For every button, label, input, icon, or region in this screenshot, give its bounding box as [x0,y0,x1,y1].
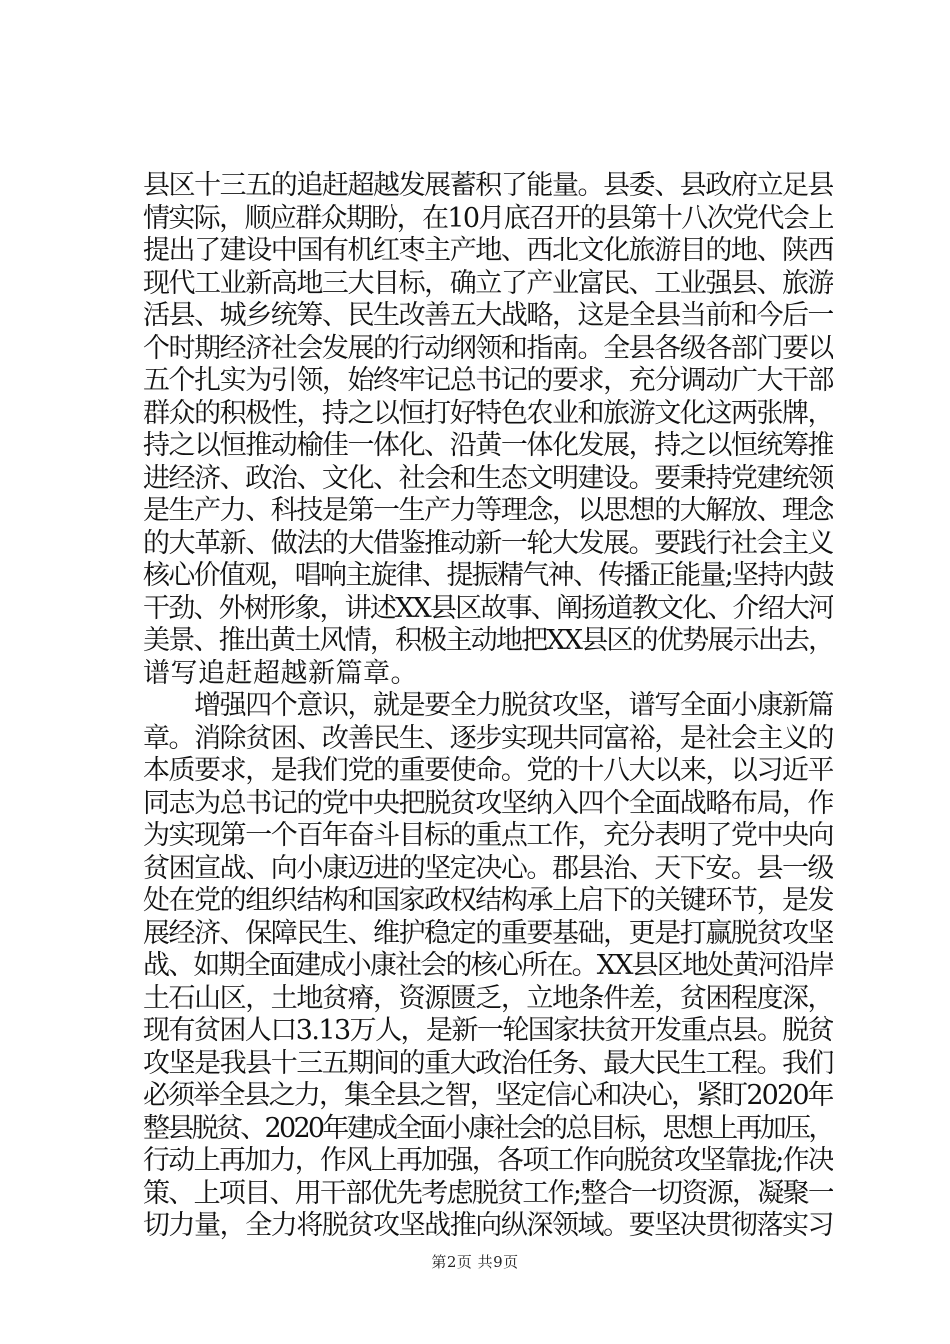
text-line: 情实际，顺应群众期盼，在10月底召开的县第十八次党代会上 [143,202,833,234]
text-line: 战、如期全面建成小康社会的核心所在。XX县区地处黄河沿岸 [143,950,833,981]
text-line: 个时期经济社会发展的行动纲领和指南。全县各级各部门要以 [143,332,833,364]
text-line: 整县脱贫、2020年建成全面小康社会的总目标，思想上再加压， [143,1112,833,1144]
text-line: 切力量，全力将脱贫攻坚战推向纵深领域。要坚决贯彻落实习 [143,1210,833,1241]
text-line: 核心价值观，唱响主旋律、提振精气神、传播正能量;坚持内鼓 [143,560,833,591]
text-line: 行动上再加力，作风上再加强，各项工作向脱贫攻坚靠拢;作决 [143,1145,833,1176]
text-line: 的大革新、做法的大借鉴推动新一轮大发展。要践行社会主义 [143,527,833,559]
text-line: 进经济、政治、文化、社会和生态文明建设。要秉持党建统领 [143,462,833,494]
text-line: 处在党的组织结构和国家政权结构承上启下的关键环节，是发 [143,885,833,916]
text-line: 群众的积极性，持之以恒打好特色农业和旅游文化这两张牌， [143,397,833,429]
text-line: 土石山区，土地贫瘠，资源匮乏，立地条件差，贫困程度深， [143,982,833,1014]
text-line: 现有贫困人口3.13万人，是新一轮国家扶贫开发重点县。脱贫 [143,1015,833,1046]
text-line: 是生产力、科技是第一生产力等理念，以思想的大解放、理念 [143,495,833,526]
text-line: 活县、城乡统筹、民生改善五大战略，这是全县当前和今后一 [143,300,833,331]
text-line: 持之以恒推动榆佳一体化、沿黄一体化发展，持之以恒统筹推 [143,430,833,461]
text-line: 策、上项目、用干部优先考虑脱贫工作;整合一切资源，凝聚一 [143,1177,833,1209]
text-line: 本质要求，是我们党的重要使命。党的十八大以来，以习近平 [143,755,833,786]
text-line: 同志为总书记的党中央把脱贫攻坚纳入四个全面战略布局，作 [143,787,833,819]
text-line: 增强四个意识，就是要全力脱贫攻坚，谱写全面小康新篇 [143,690,833,721]
text-line: 五个扎实为引领，始终牢记总书记的要求，充分调动广大干部 [143,365,833,396]
body-text [143,170,833,1243]
page-footer: 第2页 共9页 [431,1253,519,1271]
text-line: 为实现第一个百年奋斗目标的重点工作，充分表明了党中央向 [143,820,833,851]
text-line: 攻坚是我县十三五期间的重大政治任务、最大民生工程。我们 [143,1047,833,1079]
text-line: 县区十三五的追赶超越发展蓄积了能量。县委、县政府立足县 [143,170,833,201]
text-line: 章。消除贫困、改善民生、逐步实现共同富裕，是社会主义的 [143,722,833,754]
text-line: 谱写追赶超越新篇章。 [143,657,418,689]
text-line: 美景、推出黄土风情，积极主动地把XX县区的优势展示出去， [143,625,833,656]
text-line: 现代工业新高地三大目标，确立了产业富民、工业强县、旅游 [143,267,833,299]
text-line: 展经济、保障民生、维护稳定的重要基础，更是打赢脱贫攻坚 [143,917,833,949]
text-line: 必须举全县之力，集全县之智，坚定信心和决心，紧盯2020年 [143,1080,833,1111]
text-line: 提出了建设中国有机红枣主产地、西北文化旅游目的地、陕西 [143,235,833,266]
text-line: 贫困宣战、向小康迈进的坚定决心。郡县治、天下安。县一级 [143,852,833,884]
text-line: 干劲、外树形象，讲述XX县区故事、阐扬道教文化、介绍大河 [143,592,833,624]
